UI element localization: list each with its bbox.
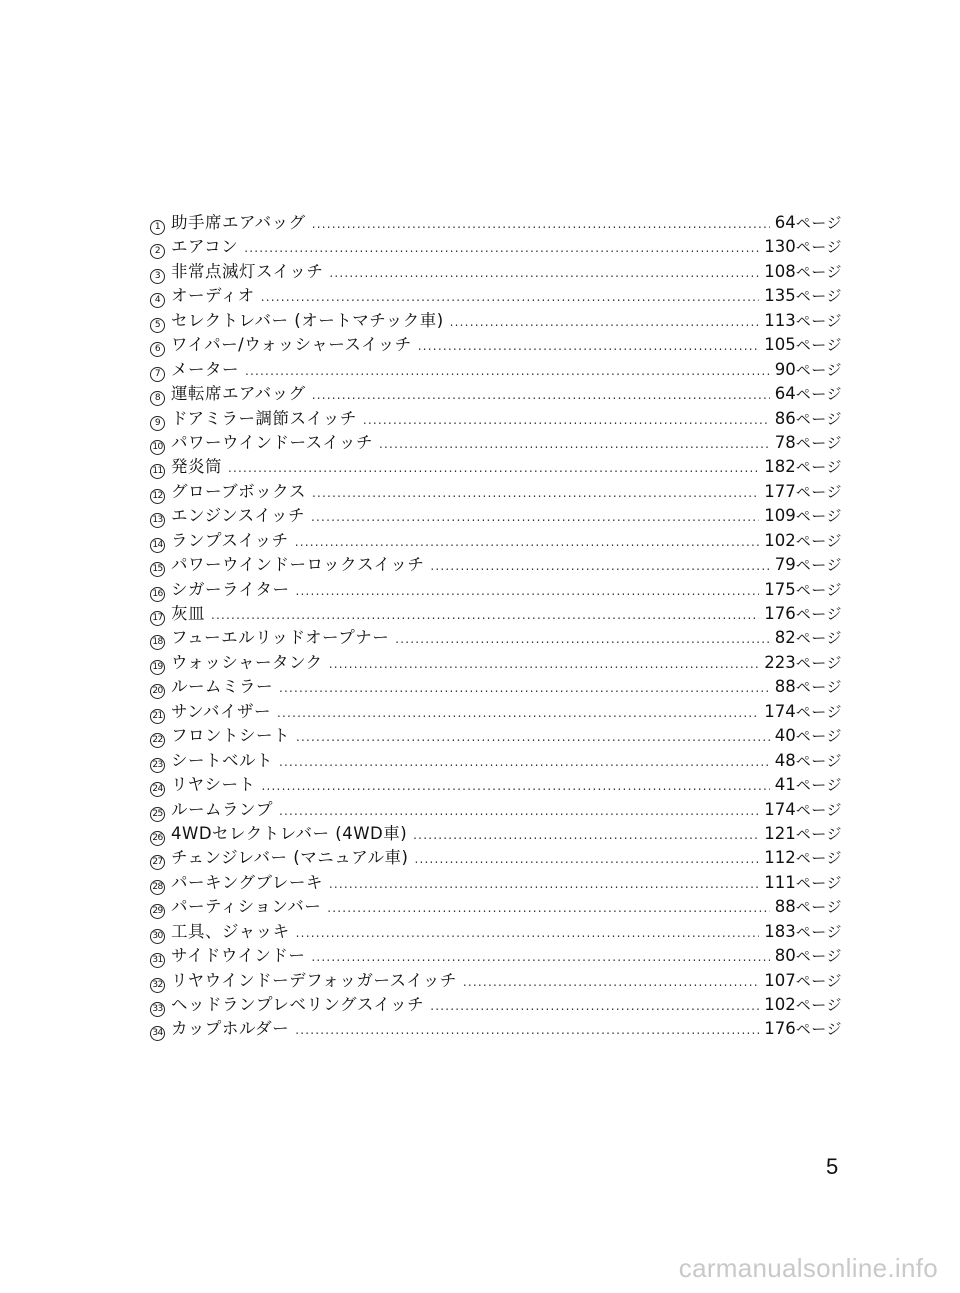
page-reference — [764, 651, 842, 675]
page-ref-number: 86 — [774, 408, 796, 428]
page-ref-number: 90 — [774, 359, 796, 379]
page-ref-number: 176 — [764, 1019, 796, 1039]
page-reference — [764, 969, 842, 993]
page-reference — [764, 846, 842, 870]
toc-entry-label: リヤシート — [171, 775, 256, 795]
dot-leader — [395, 627, 770, 651]
page-ref-number: 177 — [764, 481, 796, 501]
dot-leader — [430, 994, 759, 1018]
page-ref-number: 174 — [764, 799, 796, 819]
dot-leader — [279, 799, 759, 823]
dot-leader — [430, 554, 769, 578]
toc-entry — [150, 993, 842, 1017]
page-ref-number: 79 — [774, 555, 796, 575]
page-ref-number: 82 — [774, 628, 796, 648]
page-ref-number: 176 — [764, 604, 796, 623]
item-number-badge: 21 — [150, 709, 165, 724]
toc-entry — [150, 504, 842, 528]
item-number-badge: 24 — [150, 782, 165, 797]
page-ref-number: 105 — [764, 335, 796, 355]
toc-entry-label: パーキングブレーキ — [171, 872, 323, 892]
item-number-badge: 9 — [150, 416, 165, 431]
page-reference — [764, 309, 842, 333]
page-ref-number: 182 — [764, 457, 796, 477]
watermark: carmanualsonline.info — [678, 1253, 938, 1283]
toc-entry-label: 発炎筒 — [171, 457, 222, 477]
dot-leader — [379, 432, 770, 456]
toc-entry-label: パーティションバー — [171, 897, 322, 917]
page-ref-unit: ページ — [795, 605, 842, 623]
page-ref-unit: ページ — [795, 238, 842, 257]
toc-entry-label: エンジンスイッチ — [171, 506, 306, 526]
toc-entry-label: オーディオ — [171, 286, 255, 306]
dot-leader — [245, 359, 770, 383]
page-reference — [775, 431, 842, 455]
toc-entry-label: カップホルダー — [171, 1019, 290, 1039]
item-number-badge: 1 — [150, 220, 165, 235]
toc-entry — [150, 309, 842, 333]
toc-entry — [150, 1017, 842, 1041]
page-ref-unit: ページ — [795, 1020, 842, 1039]
page-ref-unit: ページ — [795, 898, 842, 917]
page-reference — [764, 480, 842, 504]
toc-entry — [150, 700, 842, 724]
page-ref-unit: ページ — [795, 311, 842, 330]
page-reference — [764, 235, 842, 259]
page-ref-unit: ページ — [795, 458, 842, 477]
page-reference — [775, 944, 842, 968]
page-ref-unit: ページ — [795, 360, 842, 379]
page-ref-unit: ページ — [795, 556, 842, 575]
item-number-badge: 10 — [150, 440, 165, 455]
toc-entry — [150, 480, 842, 504]
page-reference — [775, 626, 842, 650]
toc-entry-label: 工具、ジャッキ — [171, 921, 290, 941]
toc-entry-label: パワーウインドースイッチ — [171, 432, 374, 452]
page-reference — [764, 798, 842, 822]
dot-leader — [418, 334, 760, 358]
page-ref-number: 121 — [764, 823, 796, 843]
page-reference — [775, 358, 842, 382]
page-reference — [764, 871, 842, 895]
toc-entry — [150, 920, 842, 944]
toc-entry-label: ルームランプ — [171, 799, 273, 819]
dot-leader — [312, 212, 770, 236]
dot-leader — [244, 236, 759, 260]
toc-entry-label: ドアミラー調節スイッチ — [171, 408, 357, 428]
toc-entry-label: 運転席エアバッグ — [171, 384, 306, 404]
page-reference — [775, 675, 842, 699]
page-ref-number: 183 — [764, 921, 796, 941]
page-ref-number: 64 — [774, 384, 796, 404]
page-reference — [764, 529, 842, 553]
page-ref-unit: ページ — [795, 824, 842, 843]
toc-entry — [150, 553, 842, 577]
page-ref-number: 88 — [774, 897, 796, 917]
toc-entry — [150, 773, 842, 797]
dot-leader — [311, 505, 759, 529]
dot-leader — [279, 676, 770, 700]
toc-entry-label: リヤウインドーデフォッガースイッチ — [171, 970, 457, 990]
page-ref-number: 41 — [774, 775, 796, 795]
toc-entry — [150, 260, 842, 284]
dot-leader — [312, 481, 759, 505]
toc-entry-label: ワイパー/ウォッシャースイッチ — [171, 335, 412, 355]
dot-leader — [450, 310, 760, 334]
item-number-badge: 29 — [150, 904, 165, 919]
toc-entry-label: パワーウインドーロックスイッチ — [171, 555, 425, 575]
page-reference — [764, 602, 842, 626]
page-ref-unit: ページ — [795, 531, 842, 550]
page-reference — [775, 407, 842, 431]
toc-entry — [150, 455, 842, 479]
item-number-badge: 30 — [150, 929, 165, 944]
item-number-badge: 31 — [150, 953, 165, 968]
table-of-contents — [150, 211, 842, 1042]
item-number-badge: 11 — [150, 464, 165, 479]
item-number-badge: 12 — [150, 489, 165, 504]
page-ref-unit: ページ — [795, 409, 842, 428]
page-ref-number: 64 — [774, 213, 796, 232]
page-ref-unit: ページ — [795, 433, 842, 452]
item-number-badge: 34 — [150, 1026, 165, 1041]
dot-leader — [327, 896, 770, 920]
toc-entry — [150, 651, 842, 675]
page-ref-number: 102 — [764, 995, 796, 1014]
item-number-badge: 33 — [150, 1002, 165, 1017]
page-ref-number: 107 — [764, 970, 796, 990]
item-number-badge: 13 — [150, 513, 165, 528]
toc-entry — [150, 895, 842, 919]
page-reference — [764, 504, 842, 528]
toc-entry-label: フューエルリッドオープナー — [171, 628, 390, 648]
page-ref-number: 80 — [774, 946, 796, 966]
toc-entry-label: 灰皿 — [171, 604, 205, 623]
page-ref-unit: ページ — [795, 653, 842, 672]
dot-leader — [463, 970, 759, 994]
item-number-badge: 28 — [150, 880, 165, 895]
page-ref-unit: ページ — [795, 336, 842, 355]
toc-entry — [150, 382, 842, 406]
toc-entry — [150, 749, 842, 773]
toc-entry-label: サンバイザー — [171, 701, 272, 721]
toc-entry-label: ルームミラー — [171, 677, 273, 697]
toc-entry-label: フロントシート — [171, 726, 290, 746]
toc-entry — [150, 846, 842, 870]
toc-entry — [150, 724, 842, 748]
page-ref-unit: ページ — [795, 482, 842, 501]
toc-entry — [150, 969, 842, 993]
page-ref-number: 113 — [764, 310, 796, 330]
page-ref-unit: ページ — [795, 678, 842, 697]
dot-leader — [363, 408, 770, 432]
page-ref-number: 112 — [764, 848, 796, 868]
page-ref-unit: ページ — [795, 727, 842, 746]
item-number-badge: 14 — [150, 538, 165, 553]
page-ref-number: 130 — [764, 237, 796, 257]
dot-leader — [311, 945, 769, 969]
dot-leader — [228, 456, 759, 480]
page-ref-number: 108 — [764, 261, 796, 281]
dot-leader — [295, 1018, 759, 1042]
toc-entry — [150, 626, 842, 650]
page-ref-number: 109 — [764, 506, 796, 526]
page-ref-number: 40 — [774, 726, 796, 746]
dot-leader — [295, 530, 760, 554]
toc-entry-label: チェンジレバー (マニュアル車) — [171, 848, 409, 868]
page-reference — [775, 773, 842, 797]
item-number-badge: 16 — [150, 587, 165, 602]
page-ref-number: 135 — [764, 286, 796, 306]
item-number-badge: 2 — [150, 244, 165, 259]
item-number-badge: 27 — [150, 855, 165, 870]
page-ref-unit: ページ — [795, 800, 842, 819]
dot-leader — [261, 285, 760, 309]
item-number-badge: 22 — [150, 733, 165, 748]
toc-entry — [150, 235, 842, 259]
dot-leader — [414, 847, 759, 871]
page-ref-unit: ページ — [795, 385, 842, 404]
dot-leader — [262, 774, 770, 798]
toc-entry-label: 4WDセレクトレバー (4WD車) — [171, 823, 408, 843]
item-number-badge: 8 — [150, 391, 165, 406]
dot-leader — [329, 872, 759, 896]
page-ref-unit: ページ — [795, 776, 842, 795]
page-ref-number: 102 — [764, 530, 796, 550]
toc-entry-label: サイドウインドー — [171, 946, 306, 966]
toc-entry-label: シートベルト — [171, 750, 273, 770]
item-number-badge: 25 — [150, 807, 165, 822]
toc-entry-label: 助手席エアバッグ — [171, 213, 306, 232]
item-number-badge: 3 — [150, 269, 165, 284]
dot-leader — [296, 579, 760, 603]
dot-leader — [329, 652, 760, 676]
page-reference — [764, 920, 842, 944]
toc-entry — [150, 431, 842, 455]
page-ref-unit: ページ — [795, 751, 842, 770]
item-number-badge: 20 — [150, 684, 165, 699]
page-ref-unit: ページ — [795, 287, 842, 306]
toc-entry-label: セレクトレバー (オートマチック車) — [171, 310, 444, 330]
toc-entry — [150, 822, 842, 846]
toc-entry-label: ヘッドランプレベリングスイッチ — [171, 995, 425, 1014]
toc-entry — [150, 333, 842, 357]
page-reference — [764, 993, 842, 1017]
page-reference — [764, 1017, 842, 1041]
page-ref-unit: ページ — [795, 947, 842, 966]
toc-entry — [150, 407, 842, 431]
page-reference — [775, 382, 842, 406]
dot-leader — [211, 603, 759, 627]
toc-entry — [150, 871, 842, 895]
page-ref-unit: ページ — [795, 849, 842, 868]
page-ref-unit: ページ — [795, 922, 842, 941]
page-ref-number: 48 — [774, 750, 796, 770]
page-ref-number: 175 — [764, 579, 796, 599]
toc-entry-label: メーター — [171, 359, 239, 379]
toc-entry — [150, 675, 842, 699]
page-ref-unit: ページ — [795, 702, 842, 721]
dot-leader — [329, 261, 759, 285]
item-number-badge: 32 — [150, 978, 165, 993]
dot-leader — [296, 725, 770, 749]
toc-entry-label: シガーライター — [171, 579, 290, 599]
page-reference — [775, 895, 842, 919]
item-number-badge: 4 — [150, 293, 165, 308]
page-ref-unit: ページ — [795, 262, 842, 281]
toc-entry — [150, 284, 842, 308]
page-ref-unit: ページ — [795, 971, 842, 990]
page-reference — [764, 455, 842, 479]
page-number: 5 — [826, 1154, 839, 1179]
page-reference — [775, 749, 842, 773]
page-ref-number: 78 — [774, 432, 796, 452]
toc-entry — [150, 602, 842, 626]
toc-entry-label: エアコン — [171, 237, 239, 257]
page-reference — [764, 333, 842, 357]
toc-entry-label: ウォッシャータンク — [171, 652, 323, 672]
toc-entry-label: 非常点滅灯スイッチ — [171, 261, 324, 281]
item-number-badge: 5 — [150, 318, 165, 333]
item-number-badge: 26 — [150, 831, 165, 846]
page-reference — [764, 822, 842, 846]
page-ref-unit: ページ — [795, 580, 842, 599]
page-ref-number: 174 — [764, 701, 796, 721]
page-reference — [775, 211, 842, 235]
dot-leader — [279, 750, 770, 774]
page-ref-unit: ページ — [795, 507, 842, 526]
toc-entry — [150, 529, 842, 553]
page-reference — [775, 724, 842, 748]
item-number-badge: 15 — [150, 562, 165, 577]
page-ref-unit: ページ — [795, 996, 842, 1014]
toc-entry — [150, 211, 842, 235]
page-ref-number: 111 — [764, 872, 796, 892]
toc-entry-label: ランプスイッチ — [171, 530, 289, 550]
toc-entry — [150, 358, 842, 382]
page-ref-unit: ページ — [795, 629, 842, 648]
toc-entry-label: グローブボックス — [171, 481, 307, 501]
page-ref-number: 88 — [774, 677, 796, 697]
item-number-badge: 6 — [150, 342, 165, 357]
item-number-badge: 7 — [150, 367, 165, 382]
toc-entry — [150, 798, 842, 822]
item-number-badge: 19 — [150, 660, 165, 675]
page-reference — [764, 284, 842, 308]
dot-leader — [277, 701, 759, 725]
dot-leader — [312, 383, 770, 407]
dot-leader — [413, 823, 759, 847]
page-reference — [775, 553, 842, 577]
page-reference — [764, 578, 842, 602]
item-number-badge: 23 — [150, 758, 165, 773]
page-ref-unit: ページ — [795, 214, 842, 232]
page-ref-number: 223 — [764, 652, 796, 672]
dot-leader — [296, 921, 760, 945]
page-reference — [764, 700, 842, 724]
toc-entry — [150, 944, 842, 968]
toc-entry — [150, 578, 842, 602]
page-ref-unit: ページ — [795, 873, 842, 892]
item-number-badge: 17 — [150, 611, 165, 626]
item-number-badge: 18 — [150, 635, 165, 650]
page-reference — [764, 260, 842, 284]
